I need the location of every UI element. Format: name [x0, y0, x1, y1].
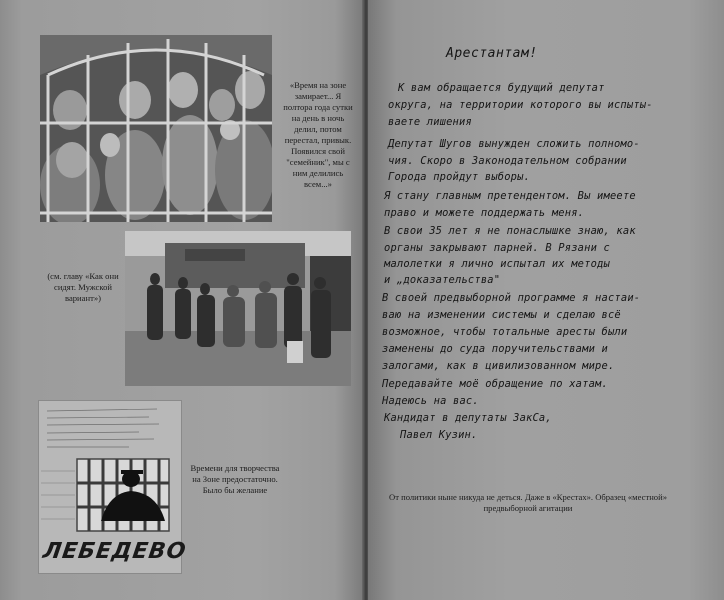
photo-prisoners-behind-bars [40, 35, 272, 222]
caption-photo-top: «Время на зоне замирает... Я полтора года сутки на день в ночь делил, потом перестал, привык. Появился свой "семейник", мы с ним делились всем...» [283, 80, 353, 189]
prison-drawing [38, 400, 188, 574]
letter-line: ваете лишения [388, 116, 472, 128]
caption-letter: От политики ныне никуда не деться. Даже в «Крестах». Образец «местной» предвыборной агитации [389, 492, 667, 513]
photo-prisoners-behind-bars-image [40, 35, 272, 222]
letter-line: К вам обращается будущий депутат [398, 82, 605, 94]
letter-line: округа, на территории которого вы испыты- [388, 99, 653, 111]
letter-line: и „доказательства" [384, 274, 501, 286]
letter-line: Надеюсь на вас. [382, 395, 479, 407]
letter-line: Депутат Шугов вынужден сложить полномо- [388, 138, 640, 150]
letter-line: право и можете поддержать меня. [384, 207, 585, 219]
letter-line: заменены до суда поручительствами и [382, 343, 608, 355]
letter-line: чия. Скоро в Законодательном собрании [388, 155, 627, 167]
letter-line: В свои 35 лет я не понаслышке знаю, как [384, 225, 636, 237]
photo-prisoners-walking [125, 231, 351, 386]
letter-line: Кандидат в депутаты ЗакСа, [384, 412, 552, 424]
caption-drawing: Времени для творчества на Зоне предостаточно. Было бы желание [190, 463, 280, 495]
letter-line: Передавайте моё обращение по хатам. [382, 378, 608, 390]
letter-line: малолетки я лично испытал их методы [384, 258, 610, 270]
letter-title: Арестантам! [446, 46, 538, 61]
caption-chapter-reference: (см. главу «Как они сидят. Мужской вариант») [47, 271, 119, 303]
photo-prisoners-walking-image [125, 231, 351, 386]
letter-signature: Павел Кузин. [400, 429, 478, 441]
letter-line: В своей предвыборной программе я настаи- [382, 292, 641, 304]
drawing-title-text: ЛЕБЕДЕВО [41, 539, 188, 564]
letter-line: ваю на изменении системы и сделаю всё [382, 309, 621, 321]
letter-line: возможное, чтобы тотальные аресты были [382, 326, 628, 338]
letter-line: Города пройдут выборы. [388, 171, 531, 183]
letter-line: Я стану главным претендентом. Вы имеете [384, 190, 636, 202]
letter-line: залогами, как в цивилизованном мире. [382, 360, 615, 372]
letter-line: органы закрывают парней. В Рязани с [384, 242, 610, 254]
